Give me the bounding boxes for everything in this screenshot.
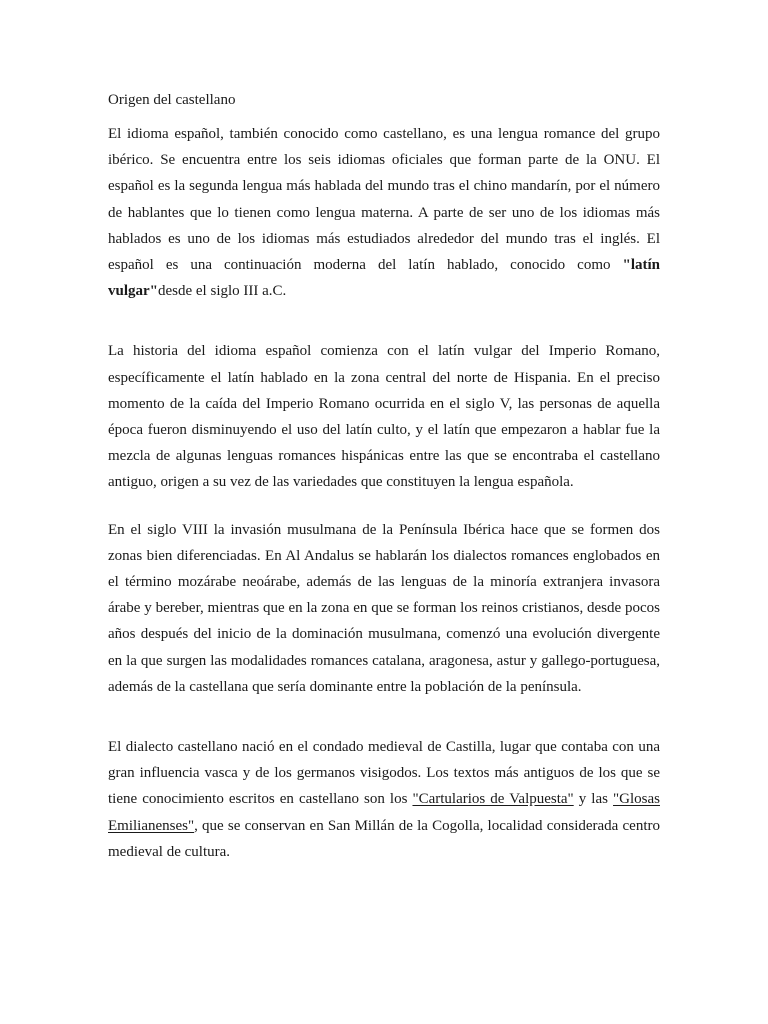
latin-vulgar-bold: "latín vulgar" bbox=[108, 257, 660, 300]
document-page bbox=[108, 87, 660, 865]
paragraph-4-text: El dialecto castellano nació en el condado medieval de Castilla, lugar que contaba con una gran influencia vasca y de los germanos visigodos. Los textos más antiguos de los que se tiene conocimiento escritos en castellano son los bbox=[108, 739, 660, 808]
paragraph-1 bbox=[108, 121, 660, 304]
paragraph-2: La historia del idioma español comienza con el latín vulgar del Imperio Romano, específicamente el latín hablado en la zona central del norte de Hispania. En el preciso momento de la caída del Imperio Romano ocurrida en el siglo V, las personas de aquella época fueron disminuyendo el uso del latín culto, y el latín que empezaron a hablar fue la mezcla de algunas lenguas romances hispánicas entre las que se encontraba el castellano antiguo, origen a su vez de las variedades que constituyen la lengua española. bbox=[108, 343, 660, 491]
paragraph-1-text: El idioma español, también conocido como castellano, es una lengua romance del grupo ibérico. Se encuentra entre los seis idiomas oficiales que forman parte de la ONU. El español es la segunda lengua más hablada del mundo tras el chino mandarín, por el número de hablantes que lo tienen como lengua materna. A parte de ser uno de los idiomas más hablados es uno de los idiomas más estudiados alrededor del mundo tras el inglés. El español es una continuación moderna del latín hablado, conocido como bbox=[108, 126, 660, 274]
paragraph-1-tail: desde el siglo III a.C. bbox=[158, 283, 287, 300]
paragraph-3: En el siglo VIII la invasión musulmana de la Península Ibérica hace que se formen dos zonas bien diferenciadas. En Al Andalus se hablarán los dialectos romances englobados en el término mozárabe neoárabe, además de las lenguas de la minoría extranjera invasora árabe y bereber, mientras que en la zona en que se forman los reinos cristianos, desde pocos años después del inicio de la dominación musulmana, comenzó una evolución divergente en la que surgen las modalidades romances catalana, aragonesa, astur y gallego-portuguesa, además de la castellana que sería dominante entre la población de la península. bbox=[108, 521, 660, 695]
glosas-link[interactable]: "Glosas Emilianenses" bbox=[108, 791, 660, 834]
paragraph-4 bbox=[108, 734, 660, 865]
document-title: Origen del castellano bbox=[108, 92, 236, 108]
cartularios-link[interactable]: "Cartularios de Valpuesta" bbox=[412, 791, 574, 808]
paragraph-4-tail: , que se conservan en San Millán de la Cogolla, localidad considerada centro medieval de cultura. bbox=[108, 817, 660, 860]
paragraph-4-connector: y las bbox=[573, 791, 614, 808]
